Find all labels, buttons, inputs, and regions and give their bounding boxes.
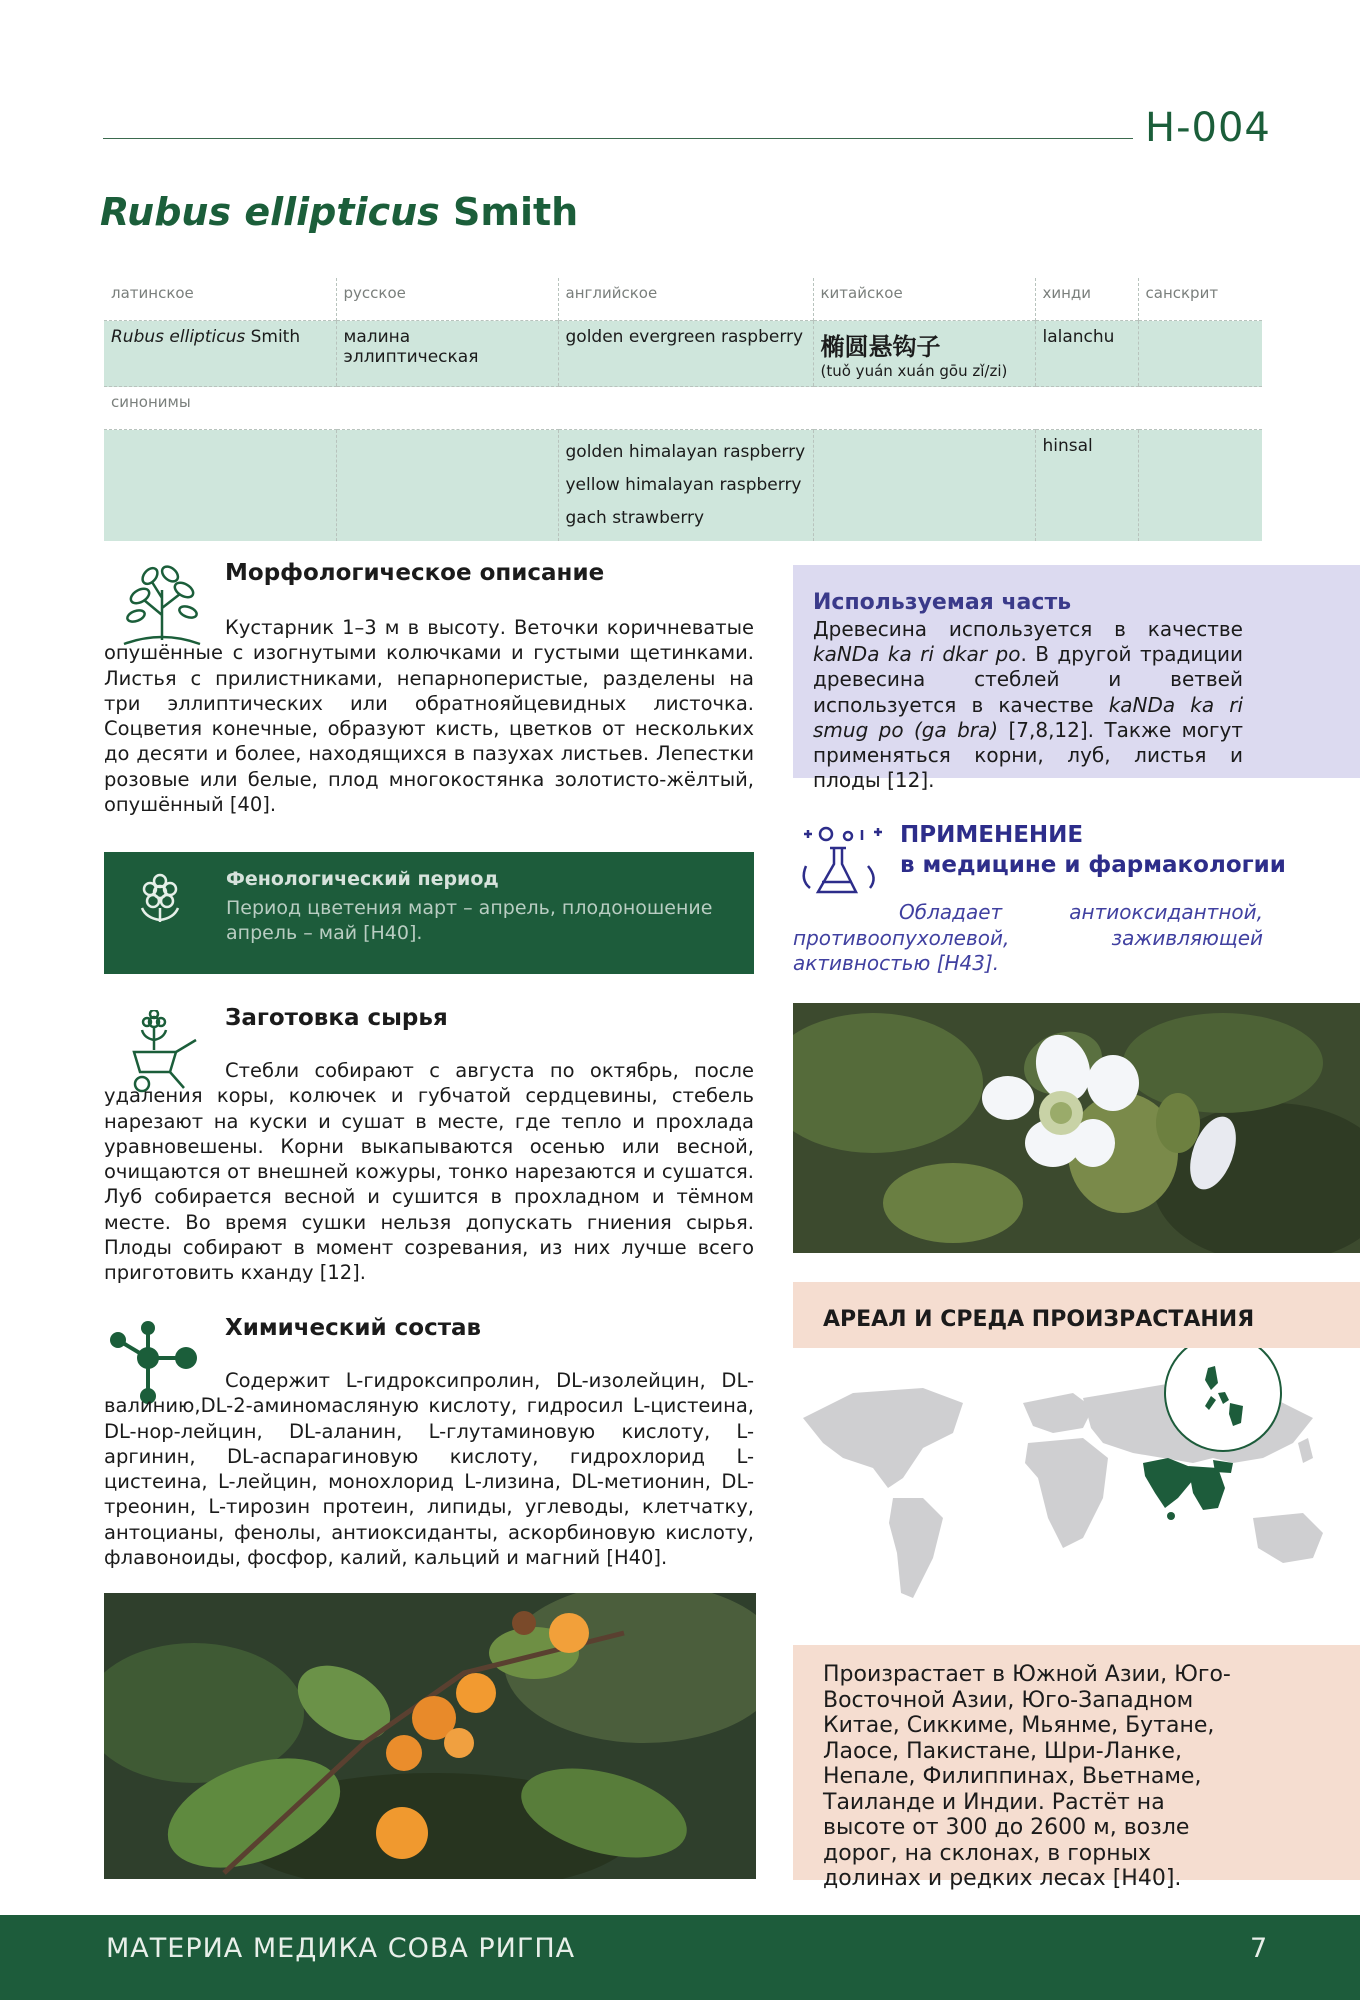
header-cell: хинди <box>1035 278 1138 321</box>
used-part-text-1: Древесина используется в качестве <box>813 617 1243 641</box>
harvest-title: Заготовка сырья <box>225 1005 448 1031</box>
morphology-title: Морфологическое описание <box>225 560 605 586</box>
used-part-title: Используемая часть <box>813 590 1072 615</box>
application-title-2: в медицине и фармакологии <box>900 852 1286 878</box>
title-latin: Rubus ellipticus <box>100 190 440 234</box>
areal-text: Произрастает в Южной Азии, Юго-Восточной Азии, Юго-Западном Китае, Сиккиме, Мьянме, Бутане, Лаосе, Пакистане, Шри-Ланке, Непале, Филиппинах, Вьетнаме, Таиланде и Индии. Растёт на высоте от 300 до 2600 м, возле дорог, на склонах, в горных долинах и редких лесах [H40]. <box>823 1662 1231 1891</box>
used-part-term-1: kaNDa ka ri dkar po <box>813 642 1021 667</box>
application-text: Обладает антиоксидантной, противоопухолевой, заживляющей активностью [H43]. <box>793 900 1263 975</box>
empty-cell <box>813 430 1035 542</box>
table-header-row <box>104 278 1262 321</box>
latin-name: Rubus ellipticus <box>111 327 246 347</box>
morphology-text: Кустарник 1–3 м в высоту. Веточки коричневатые опушённые с изогнутыми колючками и густыми щетинками. Листья с прилистниками, непарноперистые, разделены на три эллиптических или обратнояйцевидных листочка. Соцветия конечные, образуют кисть, цветков от нескольких до десяти и более, находящихся в пазухах листьев. Лепестки розовые или белые, плод многокостянка золотисто-жёлтый, опушённый [40]. <box>104 616 754 817</box>
table-row <box>104 430 1262 542</box>
chinese-pinyin: (tuǒ yuán xuán gōu zǐ/zi) <box>820 362 1008 380</box>
world-map <box>793 1348 1360 1628</box>
fruit-photo <box>104 1593 756 1879</box>
header-cell: латинское <box>111 284 194 302</box>
header-cell: русское <box>336 278 558 321</box>
phenology-title: Фенологический период <box>226 868 499 890</box>
english-synonyms <box>558 430 813 542</box>
latin-author: Smith <box>250 327 301 347</box>
footer-title: МАТЕРИА МЕДИКА СОВА РИГПА <box>106 1933 576 1964</box>
monograph-code: H-004 <box>1145 105 1271 151</box>
used-part-text-3: [7,8,12]. Также могут применяться корни, луб, листья и плоды [12]. <box>813 717 1243 793</box>
used-part-text <box>813 617 1243 793</box>
russian-name: малина эллиптическая <box>336 321 558 387</box>
empty-cell <box>336 430 558 542</box>
chemistry-text: Содержит L-гидроксипролин, DL-изолейцин, DL-валинию,DL-2-аминомасляную кислоту, гидросил L-цистеина, DL-нор-лейцин, DL-аланин, L-глутаминовую кислоту, L-аргинин, DL-аспарагиновую кислоту, гидрохлорид L-цистеина, L-лейцин, монохлорид L-лизина, DL-метионин, DL-треонин, L-тирозин протеин, липиды, углеводы, клетчатку, антоцианы, фенолы, антиоксиданты, аскорбиновую кислоту, флавоноиды, фосфор, калий, кальций и магний [H40]. <box>104 1369 754 1570</box>
used-part-term-2: kaNDa ka ri smug po (ga bra) <box>813 692 1243 742</box>
synonyms-label: синонимы <box>111 393 191 411</box>
flower-photo <box>793 1003 1360 1253</box>
empty-cell <box>1138 430 1262 542</box>
names-table <box>104 278 1262 541</box>
chinese-name: 椭圆悬钩子 <box>820 333 941 361</box>
application-title <box>900 820 1286 880</box>
areal-title: АРЕАЛ И СРЕДА ПРОИЗРАСТАНИЯ <box>823 1307 1255 1332</box>
harvest-text: Стебли собирают с августа по октябрь, после удаления коры, колючек и губчатой сердцевины, стебель нарезают на куски и сушат в месте, где тепло и прохлада уравновешены. Корни выкапываются осенью или весной, очищаются от внешней кожуры, тонко нарезаются и сушатся. Луб собирается весной и сушится в прохладном и тёмном месте. Во время сушки нельзя допускать гниения сырья. Плоды собирают в момент созревания, из них лучше всего приготовить кханду [12]. <box>104 1059 754 1285</box>
empty-cell <box>104 430 336 542</box>
sanskrit-name <box>1138 321 1262 387</box>
latin-name-cell <box>104 321 336 387</box>
page-number: 7 <box>1250 1933 1268 1964</box>
hindi-name: lalanchu <box>1035 321 1138 387</box>
synonyms-label-row <box>104 387 1262 430</box>
chemistry-title: Химический состав <box>225 1315 482 1341</box>
used-part-text-2: . В другой традиции древесина стеблей и ветвей используется в качестве <box>813 642 1243 717</box>
english-name: golden evergreen raspberry <box>558 321 813 387</box>
application-title-1: ПРИМЕНЕНИЕ <box>900 822 1084 848</box>
synonym: yellow himalayan raspberry <box>565 475 802 495</box>
phenology-text: Период цветения март – апрель, плодоношение апрель – май [H40]. <box>226 897 713 944</box>
flower-icon <box>134 872 186 932</box>
hindi-synonym: hinsal <box>1035 430 1138 542</box>
page-title <box>100 190 578 234</box>
synonym: gach strawberry <box>565 508 705 528</box>
header-cell: английское <box>558 278 813 321</box>
synonym: golden himalayan raspberry <box>565 442 806 462</box>
table-row <box>104 321 1262 387</box>
header-cell: санскрит <box>1138 278 1262 321</box>
header-cell: китайское <box>813 278 1035 321</box>
header-rule <box>103 138 1133 139</box>
title-author: Smith <box>453 190 579 234</box>
lab-flask-icon <box>796 822 888 902</box>
chinese-name-cell <box>813 321 1035 387</box>
